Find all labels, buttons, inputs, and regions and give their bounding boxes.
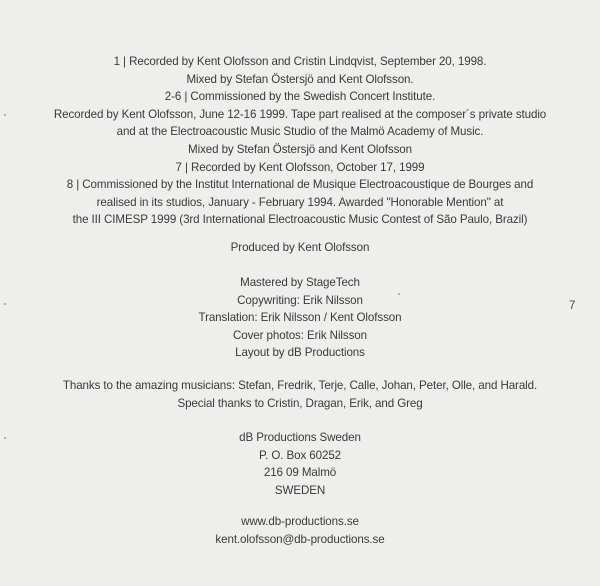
- production-credit-line: Mastered by StageTech: [240, 276, 360, 289]
- address-line: SWEDEN: [274, 483, 326, 497]
- print-speck: [4, 303, 6, 305]
- address-line: dB Productions Sweden: [239, 431, 361, 444]
- production-credit-line: Layout by dB Productions: [235, 346, 365, 360]
- credit-line: Mixed by Stefan Östersjö and Kent Olofsson.: [186, 72, 414, 86]
- print-speck: [4, 114, 6, 116]
- web-contact: [40, 513, 560, 548]
- producer-line: Produced by Kent Olofsson: [230, 241, 370, 254]
- website-url: www.db-productions.se: [241, 515, 359, 528]
- credit-line: realised in its studios, January - February 1994. Awarded "Honorable Mention" at: [96, 195, 504, 209]
- credit-line: 1 | Recorded by Kent Olofsson and Cristin Lindqvist, September 20, 1998.: [113, 55, 487, 68]
- address-line: P. O. Box 60252: [258, 448, 342, 462]
- credit-line: 7 | Recorded by Kent Olofsson, October 17, 1999: [175, 160, 425, 174]
- recording-credits: [40, 53, 560, 229]
- production-credit-line: Cover photos: Erik Nilsson: [232, 328, 367, 342]
- credit-line: 8 | Commissioned by the Institut International de Musique Electroacoustique de Bourges and: [66, 178, 534, 192]
- production-credit-line: Translation: Erik Nilsson / Kent Olofsson: [198, 311, 402, 325]
- thanks-line: Special thanks to Cristin, Dragan, Erik, and Greg: [177, 396, 423, 410]
- production-credits: [40, 274, 560, 362]
- acknowledgements: [40, 377, 560, 412]
- credit-line: Mixed by Stefan Östersjö and Kent Olofsson: [188, 142, 412, 156]
- page-number: 7: [569, 299, 576, 312]
- producer-credit: [40, 239, 560, 257]
- print-speck: [4, 437, 6, 439]
- postal-address: [40, 429, 560, 499]
- credit-line: 2-6 | Commissioned by the Swedish Concert Institute.: [164, 90, 436, 104]
- credit-line: Recorded by Kent Olofsson, June 12-16 1999. Tape part realised at the composer´s private studio: [53, 107, 547, 121]
- print-speck: [398, 293, 400, 295]
- production-credit-line: Copywriting: Erik Nilsson: [237, 293, 363, 307]
- address-line: 216 09 Malmö: [263, 466, 337, 480]
- credit-line: the III CIMESP 1999 (3rd International Electroacoustic Music Contest of São Paulo, Brazil): [72, 213, 528, 227]
- thanks-line: Thanks to the amazing musicians: Stefan, Fredrik, Terje, Calle, Johan, Peter, Olle, and Harald.: [62, 379, 538, 392]
- contact-email: kent.olofsson@db-productions.se: [215, 532, 385, 546]
- credit-line: and at the Electroacoustic Music Studio of the Malmö Academy of Music.: [116, 125, 484, 139]
